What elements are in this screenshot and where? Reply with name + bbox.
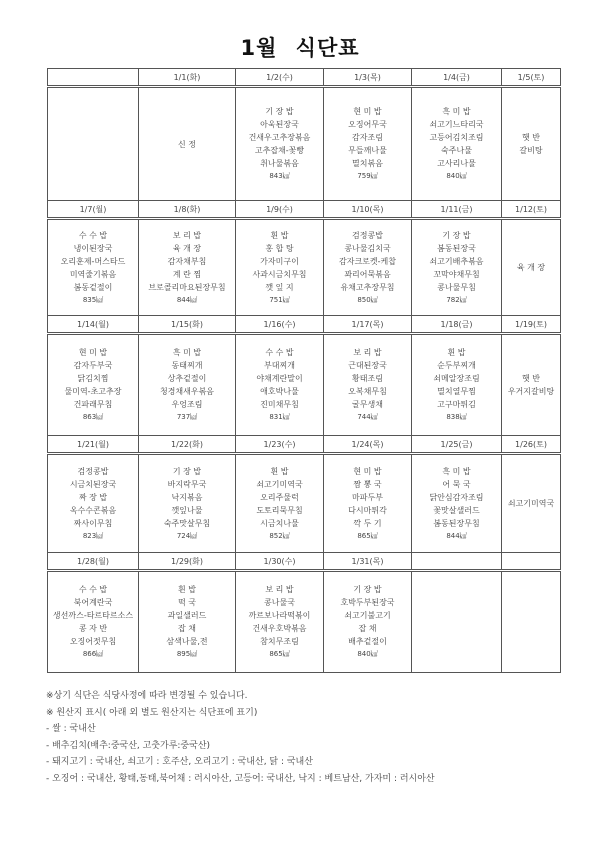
menu-item: 고사리나물: [437, 159, 476, 168]
menu-cell: [48, 219, 139, 316]
date-row: [48, 201, 561, 219]
date-cell: [502, 553, 561, 571]
menu-item: 계 란 찜: [172, 269, 202, 279]
menu-item: 기 장 밥: [442, 230, 471, 240]
menu-cell: [502, 334, 561, 436]
menu-item: 콩나물김치국: [344, 243, 391, 253]
menu-item: 검정콩밥: [352, 230, 383, 240]
menu-cell: [139, 571, 236, 673]
menu-item: 호박두부된장국: [340, 598, 395, 607]
date-row: [48, 436, 561, 454]
menu-item: 참치무조림: [260, 637, 299, 646]
menu-item: 근대된장국: [348, 361, 387, 370]
menu-item: 햇 반: [522, 374, 540, 383]
date-cell: 1/1(화): [139, 69, 236, 87]
menu-cell: [412, 454, 502, 553]
calorie-value: 895㎉: [176, 650, 198, 658]
menu-item: 건새우고추장볶음: [248, 133, 311, 142]
menu-item: 보 리 밥: [172, 230, 202, 240]
menu-item: 까르보나라떡볶이: [248, 611, 311, 620]
menu-cell: [236, 87, 324, 201]
date-cell: 1/16(수): [236, 316, 324, 334]
menu-item: 감자크로켓-케찹: [339, 256, 396, 266]
date-cell: 1/2(수): [236, 69, 324, 87]
calorie-value: 840㎉: [446, 172, 467, 180]
menu-item: 보 리 밥: [265, 585, 294, 594]
date-cell: 1/22(화): [139, 436, 236, 454]
menu-cell: [324, 454, 412, 553]
menu-item: 쇠고기배추볶음: [429, 256, 484, 266]
menu-item: 미역줄기볶음: [69, 269, 117, 279]
menu-item: 꽈리어묵볶음: [344, 269, 391, 279]
date-cell: 1/21(월): [48, 436, 139, 454]
menu-item: 배추겉절이: [348, 637, 387, 646]
menu-item: 수 수 밥: [78, 585, 108, 594]
menu-item: 건새우호박볶음: [252, 624, 307, 633]
menu-item: 수 수 밥: [78, 230, 108, 240]
menu-item: 오징어무국: [348, 120, 387, 129]
menu-item: 오리주물럭: [260, 492, 299, 502]
menu-item: 흑 미 밥: [442, 107, 471, 116]
date-cell: [48, 69, 139, 87]
menu-item: 숙주맛살무침: [163, 518, 211, 528]
menu-item: 쇠고기미역국: [256, 479, 303, 489]
calorie-value: 835㎉: [82, 295, 104, 304]
menu-cell: [48, 87, 139, 201]
menu-cell: [48, 334, 139, 436]
date-cell: 1/31(목): [324, 553, 412, 571]
date-cell: 1/8(화): [139, 201, 236, 219]
meal-plan-table: [47, 68, 561, 673]
menu-item: 콩나물무침: [437, 282, 476, 292]
note-origin-kimchi: - 배추김치(배추:중국산, 고춧가루:중국산): [46, 740, 211, 751]
menu-item: 햇 반: [522, 133, 540, 142]
menu-row: [48, 219, 561, 316]
menu-cell: [48, 454, 139, 553]
date-cell: 1/11(금): [412, 201, 502, 219]
menu-item: 신 정: [178, 139, 196, 149]
calorie-value: 863㎉: [82, 413, 104, 421]
calorie-value: 759㎉: [357, 172, 378, 180]
date-cell: 1/14(월): [48, 316, 139, 334]
menu-item: 흰 밥: [447, 348, 466, 357]
calorie-value: 840㎉: [357, 650, 378, 658]
calorie-value: 782㎉: [446, 295, 467, 304]
menu-item: 숙주나물: [441, 146, 472, 155]
menu-item: 유채고추장무침: [340, 282, 395, 292]
menu-item: 갈비탕: [519, 146, 543, 155]
menu-item: 깻잎나물: [171, 505, 203, 515]
menu-item: 짜사이무침: [73, 518, 113, 528]
menu-item: 기 장 밥: [353, 585, 382, 594]
menu-item: 현 미 밥: [353, 466, 382, 476]
menu-item: 부대찌개: [264, 361, 295, 370]
menu-item: 현 미 밥: [353, 107, 382, 116]
calorie-value: 865㎉: [357, 531, 378, 540]
menu-item: 고등어김치조림: [429, 133, 484, 142]
menu-item: 진미채무침: [260, 400, 299, 409]
menu-item: 깍 두 기: [353, 518, 382, 528]
date-cell: 1/24(목): [324, 436, 412, 454]
menu-cell: [236, 334, 324, 436]
menu-item: 흰 밥: [270, 466, 289, 476]
menu-item: 굴무생채: [352, 400, 383, 409]
menu-cell: [502, 87, 561, 201]
menu-row: [48, 87, 561, 201]
menu-item: 다시마튀각: [348, 505, 387, 515]
menu-item: 짜 장 밥: [78, 492, 108, 502]
date-cell: 1/26(토): [502, 436, 561, 454]
menu-item: 쇠고기미역국: [507, 499, 555, 508]
menu-item: 과일샐러드: [167, 611, 207, 620]
menu-item: 깻 잎 지: [265, 282, 294, 292]
menu-item: 멸치열무찜: [437, 387, 476, 396]
menu-item: 청경채새우볶음: [159, 387, 215, 396]
menu-item: 쇠고기불고기: [344, 611, 391, 620]
menu-cell: [412, 334, 502, 436]
menu-cell: [236, 454, 324, 553]
date-cell: 1/10(목): [324, 201, 412, 219]
menu-item: 육 개 장: [516, 263, 546, 272]
date-cell: 1/3(목): [324, 69, 412, 87]
menu-cell: [139, 219, 236, 316]
menu-item: 닭김치찜: [77, 374, 109, 383]
menu-cell: [236, 571, 324, 673]
calorie-value: 737㎉: [176, 413, 198, 421]
menu-item: 콩 자 반: [78, 624, 108, 633]
menu-cell: [502, 571, 561, 673]
menu-item: 감자조림: [352, 133, 383, 142]
menu-cell: [502, 454, 561, 553]
menu-item: 동태찌개: [171, 361, 203, 370]
menu-row: [48, 334, 561, 436]
calorie-value: 866㎉: [82, 650, 104, 658]
menu-cell: [48, 571, 139, 673]
date-cell: 1/9(수): [236, 201, 324, 219]
calorie-value: 852㎉: [269, 531, 290, 540]
menu-item: 황태조림: [352, 374, 383, 383]
menu-item: 취나물볶음: [260, 159, 299, 168]
menu-item: 봄동된장무침: [433, 518, 480, 528]
menu-item: 흑 미 밥: [442, 466, 471, 476]
calorie-value: 850㎉: [357, 295, 378, 304]
menu-item: 감자두부국: [73, 361, 113, 370]
menu-cell: [324, 571, 412, 673]
menu-item: 상추겉절이: [167, 374, 207, 383]
menu-cell: [412, 219, 502, 316]
menu-item: 기 장 밥: [172, 466, 202, 476]
menu-item: 쇠메알장조림: [433, 374, 480, 383]
menu-item: 홍 합 탕: [265, 243, 294, 253]
calorie-value: 844㎉: [176, 295, 198, 304]
calorie-value: 724㎉: [176, 531, 198, 540]
menu-item: 오복채무침: [348, 387, 387, 396]
note-origin-seafood: - 오징어 : 국내산, 황태,동태,북어채 : 러시아산, 고등어: 국내산, 낙지 : 베트남산, 가자미 : 러시아산: [46, 773, 435, 784]
date-row: [48, 553, 561, 571]
date-cell: [412, 553, 502, 571]
date-cell: 1/18(금): [412, 316, 502, 334]
menu-cell: [139, 87, 236, 201]
menu-item: 검정콩밥: [77, 466, 109, 476]
menu-cell: [502, 219, 561, 316]
menu-item: 짬 뽕 국: [353, 479, 382, 489]
note-origin-meat: - 돼지고기 : 국내산, 쇠고기 : 호주산, 오리고기 : 국내산, 닭 : 국내산: [46, 757, 313, 767]
note-origin-header: ※ 원산지 표시( 아래 외 별도 원산지는 식단표에 표기): [46, 707, 258, 718]
date-row: [48, 316, 561, 334]
date-cell: 1/4(금): [412, 69, 502, 87]
menu-item: 봄동된장국: [437, 243, 476, 253]
menu-item: 삼색나물,전: [166, 637, 208, 646]
menu-cell: [139, 334, 236, 436]
menu-item: 잡 채: [178, 624, 196, 633]
menu-row: [48, 454, 561, 553]
date-cell: 1/17(목): [324, 316, 412, 334]
menu-item: 물미역-초고추장: [64, 387, 122, 396]
date-cell: 1/19(토): [502, 316, 561, 334]
menu-item: 기 장 밥: [265, 107, 294, 116]
calorie-value: 744㎉: [357, 413, 378, 421]
menu-item: 도토리묵무침: [256, 505, 303, 515]
menu-item: 흰 밥: [178, 585, 196, 594]
menu-item: 흰 밥: [270, 230, 289, 240]
menu-item: 오징어젓무침: [69, 637, 117, 646]
menu-item: 우엉조림: [171, 400, 203, 409]
menu-item: 시금치나물: [260, 518, 299, 528]
menu-item: 오리훈제-머스타드: [60, 256, 126, 266]
menu-item: 보 리 밥: [353, 348, 382, 357]
menu-item: 냉이된장국: [73, 243, 113, 253]
menu-item: 수 수 밥: [265, 348, 294, 357]
menu-item: 떡 국: [178, 598, 196, 607]
menu-item: 잡 채: [358, 624, 377, 633]
calorie-value: 843㎉: [269, 172, 290, 180]
menu-item: 닭안심감자조림: [429, 492, 484, 502]
date-cell: 1/29(화): [139, 553, 236, 571]
menu-item: 낙지볶음: [171, 492, 203, 502]
menu-item: 아욱된장국: [260, 120, 299, 129]
menu-item: 시금치된장국: [69, 479, 117, 489]
calorie-value: 751㎉: [269, 295, 290, 304]
menu-cell: [324, 87, 412, 201]
note-origin-rice: - 쌀 : 국내산: [46, 724, 96, 734]
menu-cell: [412, 87, 502, 201]
calorie-value: 838㎉: [446, 413, 467, 421]
calorie-value: 844㎉: [446, 531, 467, 540]
menu-cell: [139, 454, 236, 553]
menu-item: 고구마튀김: [437, 400, 476, 409]
menu-item: 사과시금치무침: [252, 269, 307, 279]
date-cell: 1/23(수): [236, 436, 324, 454]
menu-item: 꼬막야채무침: [433, 269, 480, 279]
menu-cell: [324, 334, 412, 436]
date-cell: 1/25(금): [412, 436, 502, 454]
menu-item: 건파래무침: [73, 400, 113, 409]
calorie-value: 831㎉: [269, 413, 290, 421]
calorie-value: 823㎉: [82, 531, 104, 540]
menu-item: 콩나물국: [264, 598, 295, 607]
date-cell: 1/30(수): [236, 553, 324, 571]
note-change-notice: ※상기 식단은 식당사정에 따라 변경될 수 있습니다.: [46, 691, 248, 701]
menu-item: 무들깨나물: [348, 146, 387, 155]
menu-row: [48, 571, 561, 673]
menu-item: 흑 미 밥: [172, 348, 202, 357]
menu-item: 옥수수콘볶음: [69, 505, 117, 515]
date-cell: 1/12(토): [502, 201, 561, 219]
menu-item: 생선까스-타르타르소스: [52, 611, 134, 620]
notes-section: [46, 688, 435, 787]
menu-item: 마파두부: [352, 492, 383, 502]
menu-item: 애호박나물: [260, 387, 299, 396]
calorie-value: 865㎉: [269, 650, 290, 658]
date-cell: 1/7(월): [48, 201, 139, 219]
menu-item: 봄동겉절이: [73, 282, 113, 292]
menu-item: 현 미 밥: [78, 348, 108, 357]
menu-item: 고추잡채-꽃빵: [254, 146, 305, 155]
menu-item: 감자채부침: [167, 256, 207, 266]
page-title: 1월 식단표: [240, 36, 360, 60]
date-cell: 1/15(화): [139, 316, 236, 334]
menu-item: 가자미구이: [260, 256, 299, 266]
menu-item: 북어계란국: [73, 598, 113, 607]
menu-item: 육 개 장: [172, 243, 202, 253]
menu-item: 쇠고기느타리국: [429, 120, 484, 129]
date-cell: 1/28(월): [48, 553, 139, 571]
menu-item: 우거지갈비탕: [507, 387, 555, 396]
menu-item: 꽃맛살샐러드: [433, 505, 480, 515]
menu-item: 멸치볶음: [352, 159, 383, 168]
date-cell: 1/5(토): [502, 69, 561, 87]
menu-item: 브로콜리마요된장무침: [148, 282, 226, 292]
menu-cell: [236, 219, 324, 316]
menu-cell: [324, 219, 412, 316]
menu-cell: [412, 571, 502, 673]
menu-item: 순두부찌개: [437, 361, 476, 370]
menu-item: 어 묵 국: [442, 479, 471, 489]
date-row: [48, 69, 561, 87]
menu-item: 바지락무국: [167, 479, 207, 489]
menu-item: 야채계란말이: [256, 374, 303, 383]
